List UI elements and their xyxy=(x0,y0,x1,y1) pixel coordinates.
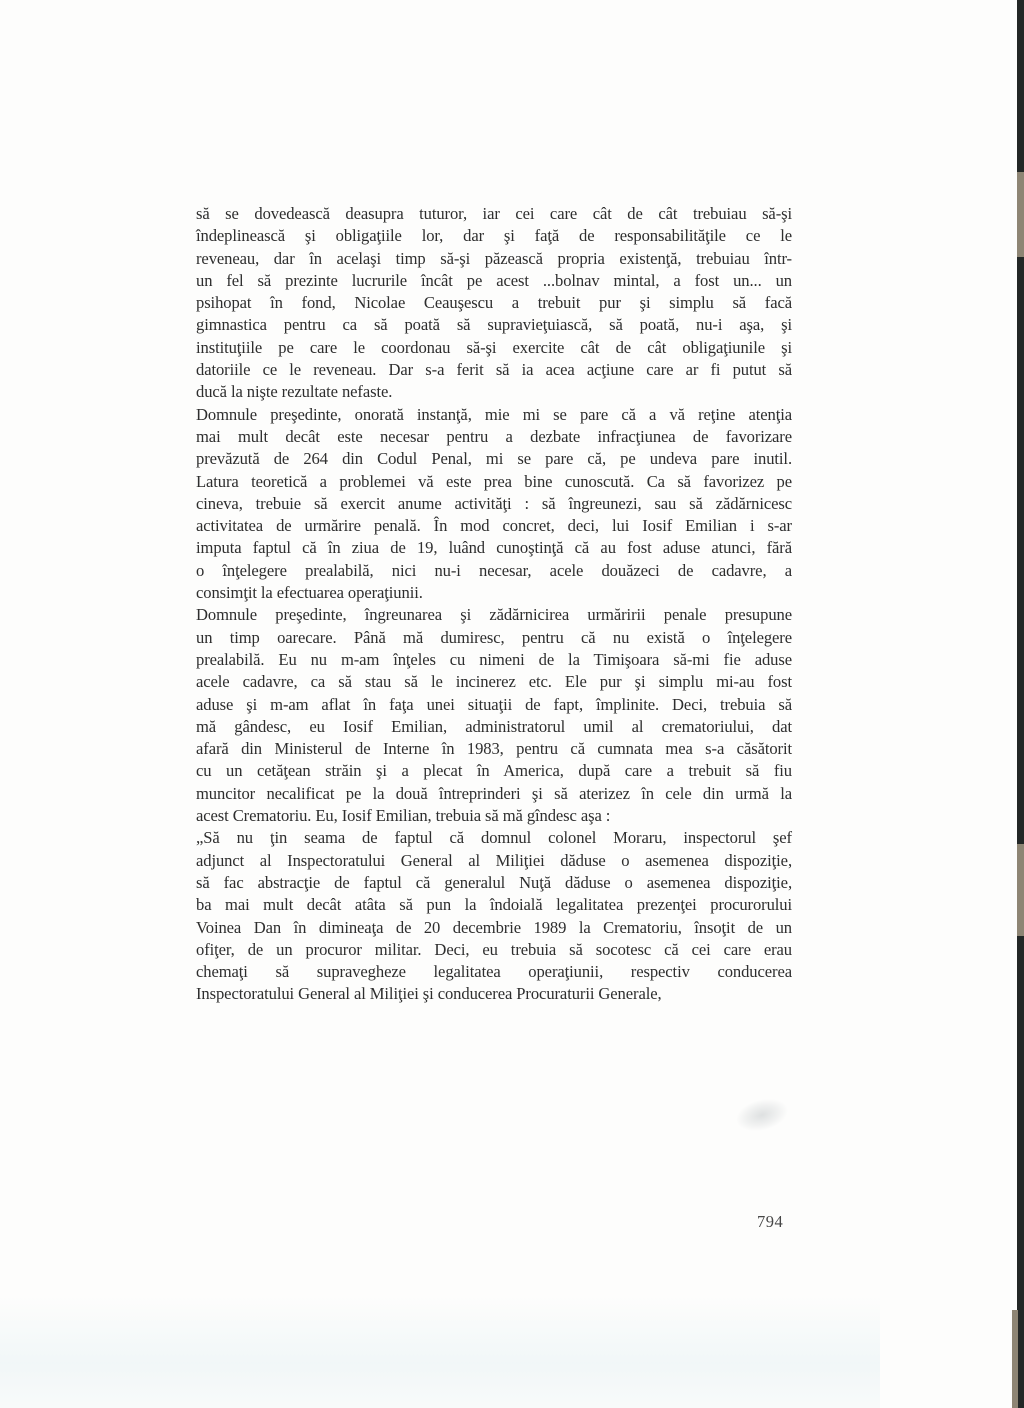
text-line: îndeplinească şi obligaţiile lor, dar şi faţă de responsabilităţile ce le xyxy=(196,226,792,246)
text-line: ducă la nişte rezultate nefaste. xyxy=(196,382,393,402)
text-line: mai mult decât este necesar pentru a dezbate infracţiunea de favorizare xyxy=(196,426,792,446)
scan-edge-tan-segment xyxy=(1012,1310,1018,1408)
page-number: 794 xyxy=(757,1212,784,1231)
text-line: Domnule preşedinte, îngreunarea şi zădărnicirea urmăririi penale presupune xyxy=(196,605,792,625)
text-line: cu un cetăţean străin şi a plecat în America, după care a trebuit să fiu xyxy=(196,761,792,781)
text-line: psihopat în fond, Nicolae Ceauşescu a trebuit pur şi simplu să facă xyxy=(196,293,792,313)
text-line: prealabilă. Eu nu m-am înţeles cu nimeni de la Timişoara să-mi fie aduse xyxy=(196,649,792,669)
text-line: gimnastica pentru ca să poată să supravieţuiască, să poată, nu-i aşa, şi xyxy=(196,315,792,335)
text-line: o înţelegere prealabilă, nici nu-i necesar, acele douăzeci de cadavre, a xyxy=(196,560,792,580)
text-line: imputa faptul că în ziua de 19, luând cunoştinţă că au fost aduse atunci, fără xyxy=(196,538,792,558)
text-line: instituţiile pe care le coordonau să-şi exercite cât de cât obligaţiunile şi xyxy=(196,337,792,357)
scan-smudge-artifact xyxy=(733,1094,791,1136)
text-line: acest Crematoriu. Eu, Iosif Emilian, trebuia să mă gîndesc aşa : xyxy=(196,806,611,826)
text-line: Inspectoratului General al Miliţiei şi conducerea Procuraturii Generale, xyxy=(196,984,662,1004)
scan-tint-artifact xyxy=(0,1296,880,1408)
text-line: reveneau, dar în acelaşi timp să-şi păzească propria existenţă, trebuiau într- xyxy=(196,248,792,268)
text-line: afară din Ministerul de Interne în 1983, pentru că cumnata mea s-a căsătorit xyxy=(196,739,792,759)
text-line: Latura teoretică a problemei vă este prea bine cunoscută. Ca să favorizez pe xyxy=(196,471,792,491)
text-line: aduse şi m-am aflat în faţa unei situaţii de fapt, împlinite. Deci, trebuia să xyxy=(196,694,792,714)
text-line: un fel să prezinte lucrurile încât pe acest ...bolnav mintal, a fost un... un xyxy=(196,270,792,290)
text-line: activitatea de urmărire penală. În mod concret, deci, lui Iosif Emilian i s-ar xyxy=(196,516,792,536)
text-line: cineva, trebuie să exercit anume activităţi : să îngreunezi, sau să zădărnicesc xyxy=(196,493,792,513)
text-line: mă gândesc, eu Iosif Emilian, administratorul umil al crematoriului, dat xyxy=(196,716,792,736)
scan-edge-tan-segment xyxy=(1017,844,1024,936)
text-line: chemaţi să supravegheze legalitatea operaţiunii, respectiv conducerea xyxy=(196,962,792,982)
text-line: „Să nu ţin seama de faptul că domnul colonel Moraru, inspectorul şef xyxy=(196,828,792,848)
text-line: prevăzută de 264 din Codul Penal, mi se pare că, pe undeva pare inutil. xyxy=(196,449,792,469)
scan-edge-artifact xyxy=(1017,0,1024,1408)
text-line: muncitor necalificat pe la două întreprinderi şi să aterizez în cele din urmă la xyxy=(196,783,792,803)
text-line: adjunct al Inspectoratului General al Miliţiei dăduse o asemenea dispoziţie, xyxy=(196,850,792,870)
text-line: să fac abstracţie de faptul că generalul Nuţă dăduse o asemenea dispoziţie, xyxy=(196,872,792,892)
document-text xyxy=(196,203,792,1006)
text-line: acele cadavre, ca să stau să le incinerez etc. Ele pur şi simplu mi-au fost xyxy=(196,672,792,692)
text-line: să se dovedească deasupra tuturor, iar cei care cât de cât trebuiau să-şi xyxy=(196,204,792,223)
text-line: ofiţer, de un procuror militar. Deci, eu trebuia să socotesc că cei care erau xyxy=(196,939,792,959)
text-line: consimţit la efectuarea operaţiunii. xyxy=(196,583,423,603)
text-line: Voinea Dan în dimineaţa de 20 decembrie 1989 la Crematoriu, însoţit de un xyxy=(196,917,792,937)
text-line: datoriile ce le reveneau. Dar s-a ferit să ia acea acţiune care ar fi putut să xyxy=(196,360,792,380)
text-line: Domnule preşedinte, onorată instanţă, mie mi se pare că a vă reţine atenţia xyxy=(196,404,792,424)
text-line: un timp oarecare. Până mă dumiresc, pentru că nu există o înţelegere xyxy=(196,627,792,647)
text-line: ba mai mult decât atâta să pun la îndoială legalitatea prezenţei procurorului xyxy=(196,895,792,915)
scan-edge-tan-segment xyxy=(1017,172,1024,257)
